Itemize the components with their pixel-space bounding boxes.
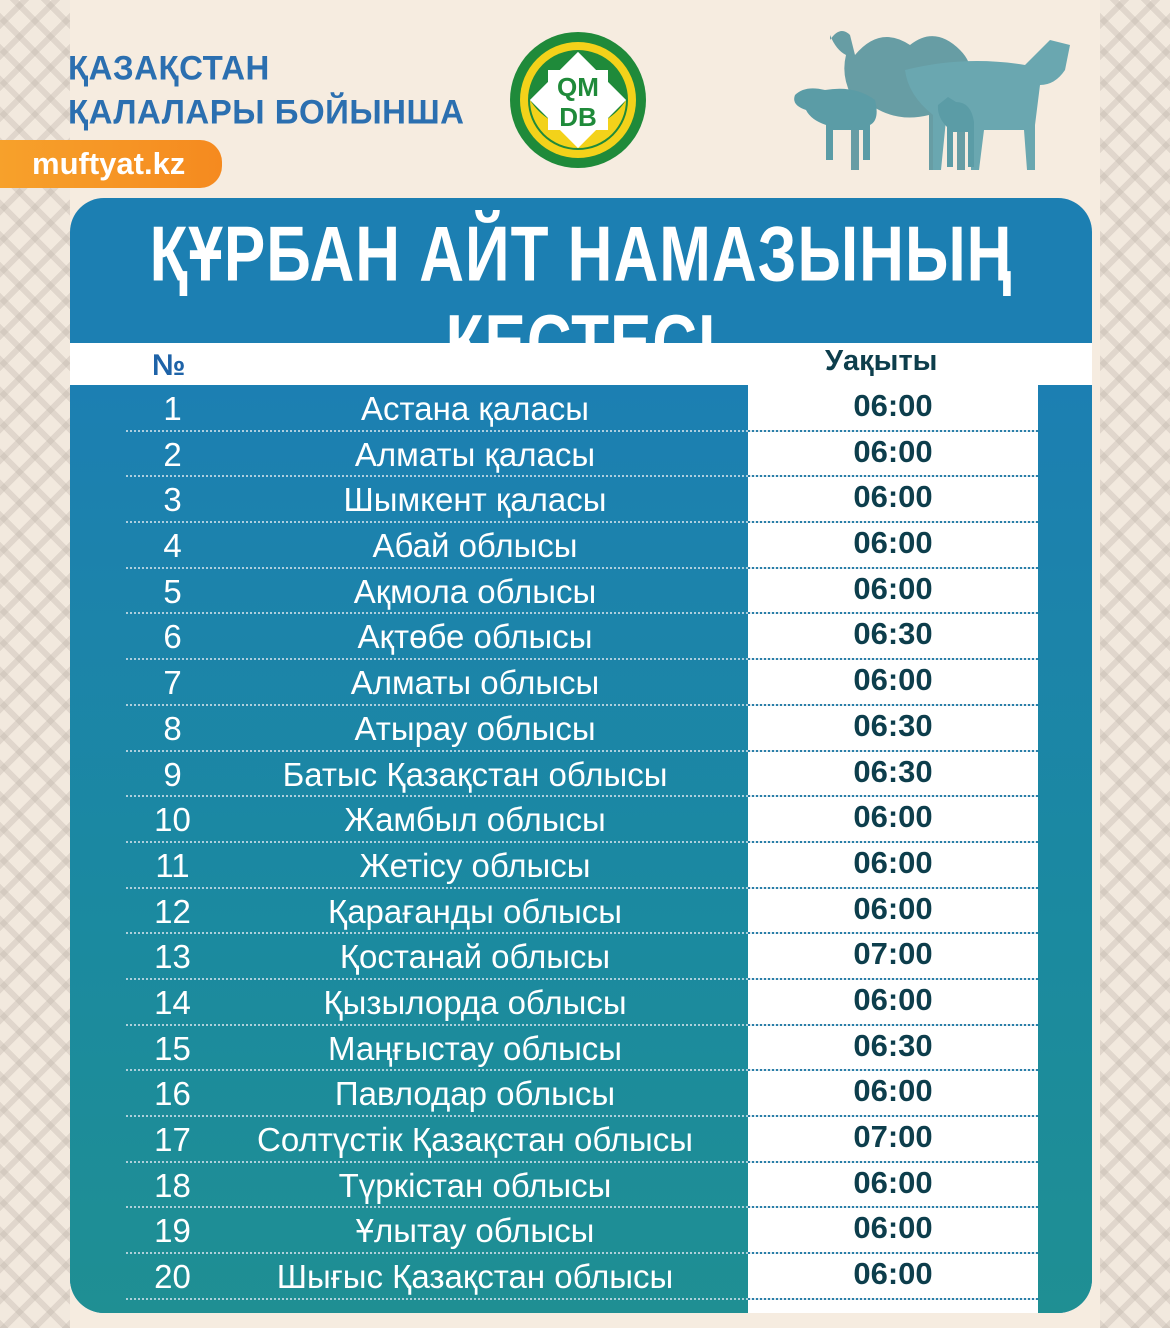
- table-row: [70, 477, 1092, 523]
- row-region-name: Ақтөбе облысы: [357, 618, 593, 656]
- row-number: 12: [154, 892, 191, 930]
- row-prayer-time: 07:00: [853, 936, 933, 972]
- row-region-name: Алматы облысы: [350, 664, 600, 702]
- table-row: [70, 1071, 1092, 1117]
- table-row: [70, 934, 1092, 980]
- row-prayer-time: 06:00: [853, 1073, 933, 1109]
- row-number: 14: [154, 983, 191, 1021]
- logo-text-top: QM: [557, 72, 599, 102]
- row-region-name: Ұлытау облысы: [355, 1212, 595, 1250]
- column-time-header: Уақыты: [825, 345, 938, 377]
- row-number: 10: [154, 801, 191, 839]
- row-number: 15: [154, 1029, 191, 1067]
- row-region-name: Абай облысы: [372, 527, 578, 565]
- row-number: 13: [154, 938, 191, 976]
- table-row: [70, 614, 1092, 660]
- row-number: 19: [154, 1212, 191, 1250]
- row-prayer-time: 06:30: [853, 616, 933, 652]
- table-row: [70, 706, 1092, 752]
- logo-text-bottom: DB: [559, 102, 597, 132]
- row-prayer-time: 06:30: [853, 1027, 933, 1063]
- row-region-name: Қарағанды облысы: [327, 892, 622, 930]
- row-number: 6: [163, 618, 182, 656]
- table-row: [70, 843, 1092, 889]
- schedule-board: [70, 198, 1092, 1313]
- row-prayer-time: 06:30: [853, 707, 933, 743]
- ornament-left: [0, 0, 70, 1328]
- row-prayer-time: 06:00: [853, 525, 933, 561]
- column-number-header: №: [152, 349, 186, 382]
- row-region-name: Маңғыстау облысы: [327, 1029, 623, 1067]
- row-number: 5: [163, 572, 182, 610]
- table-row: [70, 889, 1092, 935]
- row-number: 18: [154, 1166, 191, 1204]
- header-line-1: ҚАЗАҚСТАН: [68, 48, 270, 87]
- row-number: 7: [163, 664, 182, 702]
- schedule-rows: [70, 386, 1092, 1300]
- site-link[interactable]: muftyat.kz: [0, 140, 222, 188]
- row-region-name: Жамбыл облысы: [344, 801, 606, 839]
- ornament-right: [1100, 0, 1170, 1328]
- table-row: [70, 797, 1092, 843]
- qmdb-logo: [508, 30, 648, 170]
- row-prayer-time: 06:00: [853, 433, 933, 469]
- row-prayer-time: 06:00: [853, 890, 933, 926]
- row-prayer-time: 06:00: [853, 1210, 933, 1246]
- row-region-name: Алматы қаласы: [354, 435, 596, 473]
- row-prayer-time: 06:00: [853, 479, 933, 515]
- table-row: [70, 1163, 1092, 1209]
- row-prayer-time: 06:00: [853, 388, 933, 423]
- row-number: 20: [154, 1258, 191, 1296]
- row-region-name: Атырау облысы: [354, 709, 596, 747]
- row-prayer-time: 06:00: [853, 1164, 933, 1200]
- table-header: [70, 343, 1092, 385]
- row-region-name: Қостанай облысы: [339, 938, 611, 976]
- row-prayer-time: 07:00: [853, 1119, 933, 1154]
- table-row: [70, 523, 1092, 569]
- row-prayer-time: 06:00: [853, 570, 933, 606]
- board-title: ҚҰРБАН АЙТ НАМАЗЫНЫҢ: [149, 211, 1013, 298]
- row-prayer-time: 06:00: [853, 662, 933, 698]
- row-number: 9: [163, 755, 182, 793]
- row-prayer-time: 06:30: [853, 753, 933, 789]
- table-row: [70, 1208, 1092, 1254]
- time-divider: [748, 1298, 1038, 1300]
- table-row: [70, 432, 1092, 478]
- row-region-name: Ақмола облысы: [353, 572, 597, 610]
- table-row: [70, 386, 1092, 432]
- row-prayer-time: 06:00: [853, 799, 933, 835]
- table-row: [70, 1254, 1092, 1300]
- row-number: 3: [163, 481, 182, 519]
- row-prayer-time: 06:00: [853, 1256, 933, 1292]
- row-number: 17: [154, 1121, 191, 1158]
- row-region-name: Павлодар облысы: [334, 1075, 616, 1113]
- row-number: 1: [163, 390, 182, 427]
- row-region-name: Солтүстік Қазақстан облысы: [257, 1121, 693, 1158]
- header-caption: [68, 46, 464, 134]
- table-row: [70, 660, 1092, 706]
- row-prayer-time: 06:00: [853, 844, 933, 880]
- row-number: 4: [163, 527, 182, 565]
- table-row: [70, 752, 1092, 798]
- row-number: 11: [155, 846, 190, 884]
- table-row: [70, 1117, 1092, 1163]
- row-region-name: Жетісу облысы: [359, 846, 591, 884]
- row-region-name: Астана қаласы: [361, 390, 589, 427]
- row-region-name: Шығыс Қазақстан облысы: [276, 1258, 674, 1296]
- table-row: [70, 1026, 1092, 1072]
- row-number: 2: [163, 435, 182, 473]
- table-row: [70, 569, 1092, 615]
- row-prayer-time: 06:00: [853, 981, 933, 1017]
- animals-illustration: [790, 10, 1090, 180]
- row-number: 8: [163, 709, 182, 747]
- row-region-name: Батыс Қазақстан облысы: [282, 755, 668, 793]
- row-number: 16: [154, 1075, 191, 1113]
- table-row: [70, 980, 1092, 1026]
- row-region-name: Шымкент қаласы: [343, 481, 607, 519]
- header-line-2: ҚАЛАЛАРЫ БОЙЫНША: [68, 92, 465, 131]
- row-region-name: Қызылорда облысы: [323, 983, 627, 1021]
- row-region-name: Түркістан облысы: [338, 1166, 612, 1204]
